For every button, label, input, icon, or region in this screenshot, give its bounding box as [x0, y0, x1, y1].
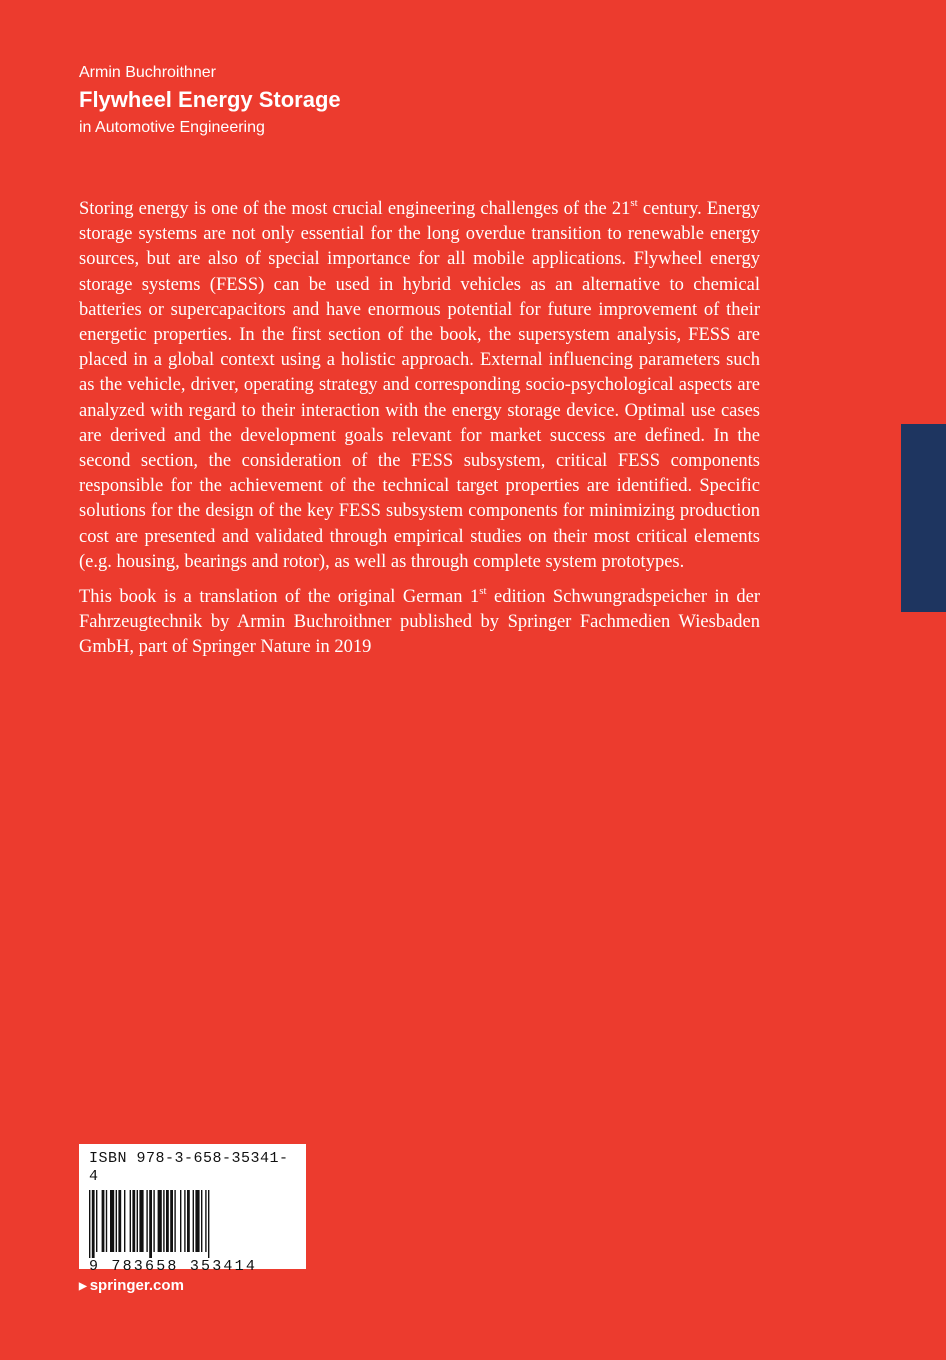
color-tab — [901, 424, 946, 612]
barcode-bar — [174, 1190, 175, 1252]
author-name: Armin Buchroithner — [79, 64, 216, 81]
barcode-bar — [92, 1190, 95, 1258]
barcode-bar — [96, 1190, 97, 1252]
book-subtitle: in Automotive Engineering — [79, 119, 265, 136]
book-description — [79, 197, 760, 671]
description-paragraph-1: Storing energy is one of the most crucial engineering challenges of the 21st century. Energy storage systems are not only essential for the long overdue transition to renewable energy sources, but are also of special importance for all mobile applications. Flywheel energy storage systems (FESS) can be used in hybrid vehicles as an alternative to chemical batteries or supercapacitors and have enormous potential for future improvement of their energetic properties. In the first section of the book, the supersystem analysis, FESS are placed in a global context using a holistic approach. External influencing parameters such as the vehicle, driver, operating strategy and corresponding socio-psychological aspects are analyzed with regard to their interaction with the energy storage device. Optimal use cases are derived and the development goals relevant for market success are defined. In the second section, the consideration of the FESS subsystem, critical FESS components responsible for the achievement of the technical target properties are identified. Specific solutions for the design of the key FESS subsystem components for minimizing production cost are presented and validated through empirical studies on their most critical elements (e.g. housing, bearings and rotor), as well as through complete system prototypes. — [79, 196, 760, 572]
barcode-bar — [89, 1190, 90, 1258]
barcode-bar — [158, 1190, 162, 1252]
barcode-bar — [130, 1190, 131, 1252]
description-paragraph-2: This book is a translation of the original German 1st edition Schwungradspeicher in der Fahrzeugtechnik by Armin Buchroithner published by Springer Fachmedien Wiesbaden GmbH, part of Springer Nature in 2019 — [79, 584, 760, 658]
barcode-bar — [118, 1190, 121, 1252]
barcode-bar — [102, 1190, 105, 1252]
barcode-bar — [184, 1190, 185, 1252]
cover-header — [79, 62, 341, 139]
barcode-bar — [153, 1190, 154, 1252]
barcode-bar — [124, 1190, 125, 1252]
barcode-bar — [149, 1190, 152, 1258]
barcode-bar — [132, 1190, 135, 1252]
barcode-bar — [205, 1190, 206, 1252]
barcode-bar — [110, 1190, 114, 1252]
barcode-bar — [166, 1190, 169, 1252]
barcode-bar — [195, 1190, 199, 1252]
barcode-bar — [180, 1190, 181, 1252]
barcode-box — [79, 1144, 306, 1275]
barcode-bar — [187, 1190, 190, 1252]
barcode-bar — [170, 1190, 173, 1252]
barcode-bar — [106, 1190, 107, 1252]
barcode-bar — [201, 1190, 202, 1252]
book-title: Flywheel Energy Storage — [79, 87, 341, 112]
isbn-number: ISBN 978-3-658-35341-4 — [89, 1150, 289, 1185]
barcode-bar — [139, 1190, 143, 1252]
barcode-bars — [89, 1190, 296, 1258]
barcode-bar — [163, 1190, 164, 1252]
barcode-digits: 9 783658 353414 — [89, 1258, 258, 1275]
triangle-right-icon: ▶ — [79, 1281, 87, 1292]
barcode-bar — [137, 1190, 138, 1252]
publisher-url: springer.com — [89, 1277, 184, 1294]
publisher-link[interactable] — [79, 1277, 184, 1294]
barcode-bar — [146, 1190, 147, 1252]
barcode-bar — [116, 1190, 117, 1252]
barcode-bar — [193, 1190, 194, 1252]
barcode-bar — [208, 1190, 209, 1258]
